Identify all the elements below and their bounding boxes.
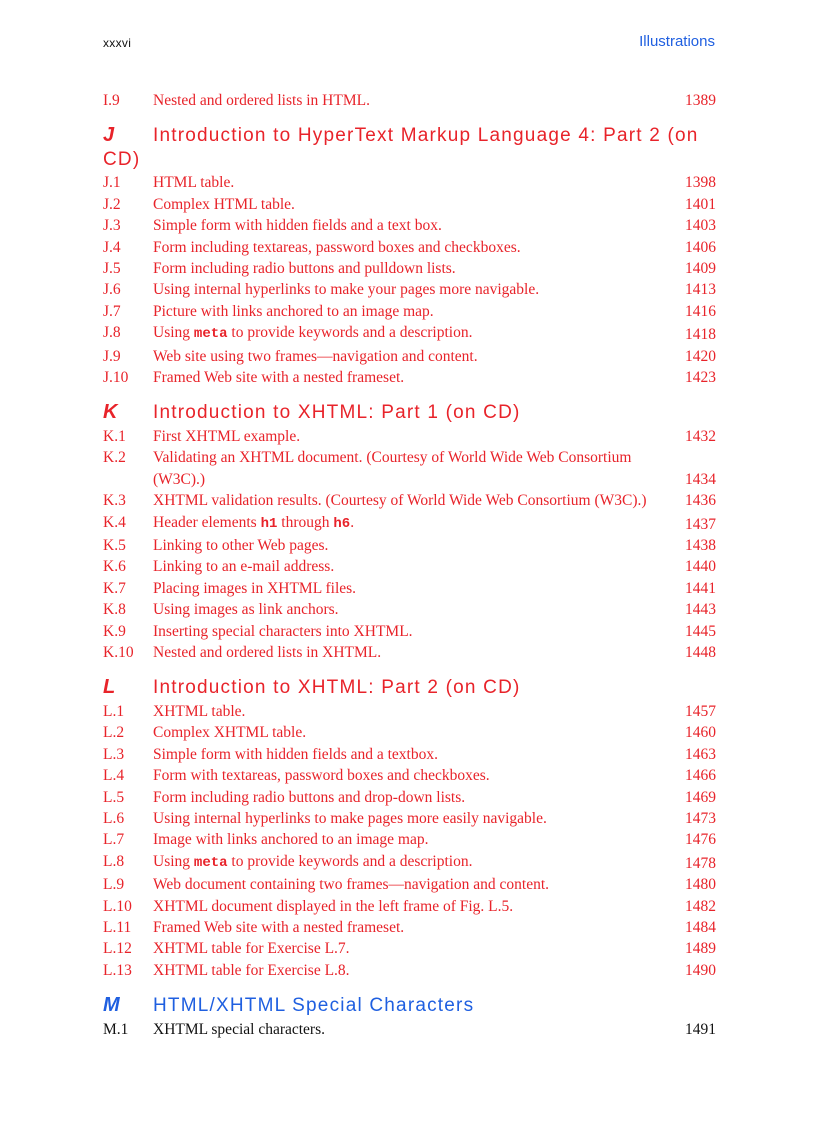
figure-number: J.6 bbox=[103, 281, 121, 299]
page-ref: 1406 bbox=[685, 238, 716, 256]
section-letter: L bbox=[103, 676, 116, 699]
figure-caption: Simple form with hidden fields and a text box. bbox=[153, 217, 442, 235]
caption-text: Header elements bbox=[153, 513, 261, 531]
list-item bbox=[103, 322, 716, 345]
figure-number: L.1 bbox=[103, 702, 125, 720]
page-ref: 1480 bbox=[685, 876, 716, 894]
list-item bbox=[103, 426, 716, 447]
section-letter: M bbox=[103, 994, 120, 1017]
list-item bbox=[103, 621, 716, 642]
figure-caption: Framed Web site with a nested frameset. bbox=[153, 919, 405, 936]
list-item bbox=[103, 701, 716, 722]
list-item bbox=[103, 556, 716, 577]
figure-number: K.2 bbox=[103, 449, 126, 467]
section-letter: K bbox=[103, 401, 118, 424]
figure-caption: Inserting special characters into XHTML. bbox=[153, 622, 413, 640]
caption-text: to provide keywords and a description. bbox=[227, 852, 473, 870]
figure-caption: Complex XHTML table. bbox=[153, 724, 307, 742]
list-item bbox=[103, 194, 716, 215]
figure-caption: XHTML special characters. bbox=[153, 1020, 325, 1038]
list-item bbox=[103, 258, 716, 279]
list-item bbox=[103, 1019, 716, 1040]
figure-number: L.7 bbox=[103, 831, 125, 849]
page-ref: 1418 bbox=[685, 326, 716, 344]
figure-caption bbox=[153, 512, 656, 535]
figure-caption: Form including radio buttons and pulldown lists. bbox=[153, 260, 456, 278]
list-item bbox=[103, 279, 716, 300]
page-ref: 1490 bbox=[685, 961, 716, 979]
figure-number: J.8 bbox=[103, 324, 121, 342]
figure-number: L.4 bbox=[103, 767, 125, 785]
list-item bbox=[103, 599, 716, 620]
figure-number: I.9 bbox=[103, 92, 120, 109]
figure-number: J.7 bbox=[103, 302, 121, 320]
list-item bbox=[103, 874, 716, 895]
list-item bbox=[103, 90, 716, 111]
page-ref: 1473 bbox=[685, 809, 716, 827]
running-title: Illustrations bbox=[639, 33, 715, 50]
page-ref: 1460 bbox=[685, 724, 716, 742]
figure-caption bbox=[153, 851, 656, 874]
figure-caption: Form including radio buttons and drop-down lists. bbox=[153, 788, 466, 806]
figure-number: K.4 bbox=[103, 513, 126, 531]
figure-caption: XHTML table for Exercise L.7. bbox=[153, 940, 350, 958]
list-item bbox=[103, 938, 716, 959]
figure-caption: First XHTML example. bbox=[153, 427, 301, 445]
figure-caption: Web site using two frames—navigation and content. bbox=[153, 347, 478, 365]
list-item bbox=[103, 808, 716, 829]
page-ref: 1443 bbox=[685, 601, 716, 619]
figure-caption: XHTML document displayed in the left frame of Fig. L.5. bbox=[153, 897, 514, 915]
figure-caption: Form with textareas, password boxes and checkboxes. bbox=[153, 767, 490, 785]
figure-caption: Placing images in XHTML files. bbox=[153, 579, 357, 597]
figure-number: M.1 bbox=[103, 1020, 129, 1038]
list-item bbox=[103, 787, 716, 808]
list-item bbox=[103, 765, 716, 786]
page-ref: 1437 bbox=[685, 515, 716, 533]
section-title: Introduction to HyperText Markup Language 4: Part 2 (on CD) bbox=[103, 125, 699, 170]
section-heading-k bbox=[103, 401, 716, 425]
figure-caption: Using internal hyperlinks to make your pages more navigable. bbox=[153, 281, 540, 299]
list-item bbox=[103, 346, 716, 367]
figure-number: J.4 bbox=[103, 238, 121, 256]
page-ref: 1469 bbox=[685, 788, 716, 806]
figure-number: J.2 bbox=[103, 195, 121, 213]
figure-caption: Image with links anchored to an image map. bbox=[153, 831, 429, 849]
page-ref: 1423 bbox=[685, 369, 716, 387]
page-ref: 1416 bbox=[685, 302, 716, 320]
list-item bbox=[103, 512, 716, 535]
list-item bbox=[103, 917, 716, 938]
page-number: xxxvi bbox=[103, 36, 132, 50]
page-ref: 1482 bbox=[685, 897, 716, 915]
figure-number: J.9 bbox=[103, 347, 121, 365]
figure-number: L.8 bbox=[103, 852, 125, 870]
figure-caption: Framed Web site with a nested frameset. bbox=[153, 369, 405, 387]
page-ref: 1389 bbox=[685, 92, 716, 109]
page-ref: 1434 bbox=[685, 470, 716, 488]
page-ref: 1445 bbox=[685, 622, 716, 640]
page-ref: 1398 bbox=[685, 174, 716, 192]
figure-caption: Nested and ordered lists in HTML. bbox=[153, 92, 370, 109]
section-title: Introduction to XHTML: Part 2 (on CD) bbox=[153, 677, 521, 699]
list-item bbox=[103, 172, 716, 193]
figure-caption: XHTML table. bbox=[153, 702, 246, 720]
figure-caption: Picture with links anchored to an image map. bbox=[153, 302, 434, 320]
figure-caption: Linking to an e-mail address. bbox=[153, 558, 335, 576]
list-item bbox=[103, 301, 716, 322]
section-heading-l bbox=[103, 676, 716, 700]
figure-caption: Linking to other Web pages. bbox=[153, 537, 329, 554]
list-item bbox=[103, 642, 716, 663]
figure-caption: Complex HTML table. bbox=[153, 195, 295, 213]
section-heading-j bbox=[103, 124, 716, 171]
page-ref: 1440 bbox=[685, 558, 716, 576]
list-item bbox=[103, 447, 716, 490]
figure-number: K.5 bbox=[103, 537, 126, 554]
figure-number: L.13 bbox=[103, 961, 132, 979]
list-item bbox=[103, 490, 716, 511]
figure-caption: XHTML validation results. (Courtesy of World Wide Web Consortium (W3C).) bbox=[153, 492, 647, 510]
list-item bbox=[103, 215, 716, 236]
figure-number: K.10 bbox=[103, 644, 134, 662]
page-ref: 1401 bbox=[685, 195, 716, 213]
figure-caption: Nested and ordered lists in XHTML. bbox=[153, 644, 382, 662]
figure-number: K.9 bbox=[103, 622, 126, 640]
figure-caption: Simple form with hidden fields and a textbox. bbox=[153, 745, 438, 763]
code-keyword: h6 bbox=[333, 515, 351, 532]
figure-number: J.10 bbox=[103, 369, 129, 387]
page-ref: 1489 bbox=[685, 940, 716, 958]
figure-caption: Web document containing two frames—navigation and content. bbox=[153, 876, 550, 894]
caption-text: Using bbox=[153, 852, 194, 870]
page-ref: 1436 bbox=[685, 492, 716, 510]
caption-text: Using bbox=[153, 324, 194, 342]
figure-number: L.2 bbox=[103, 724, 125, 742]
figure-number: K.8 bbox=[103, 601, 126, 619]
section-title: Introduction to XHTML: Part 1 (on CD) bbox=[153, 402, 521, 424]
page-ref: 1463 bbox=[685, 745, 716, 763]
figure-number: J.5 bbox=[103, 260, 121, 278]
list-item bbox=[103, 535, 716, 556]
figure-number: J.3 bbox=[103, 217, 121, 235]
page-ref: 1457 bbox=[685, 702, 716, 720]
list-item bbox=[103, 851, 716, 874]
figure-number: K.7 bbox=[103, 579, 126, 597]
page-ref: 1466 bbox=[685, 767, 716, 785]
figure-number: K.3 bbox=[103, 492, 126, 510]
list-item bbox=[103, 829, 716, 850]
figure-number: L.9 bbox=[103, 876, 125, 894]
figure-number: L.10 bbox=[103, 897, 132, 915]
list-item bbox=[103, 896, 716, 917]
figure-caption: HTML table. bbox=[153, 174, 235, 192]
figure-caption bbox=[153, 322, 656, 345]
page-ref: 1476 bbox=[685, 831, 716, 849]
figure-caption: Using internal hyperlinks to make pages more easily navigable. bbox=[153, 809, 547, 827]
page-ref: 1491 bbox=[685, 1020, 716, 1038]
page-ref: 1409 bbox=[685, 260, 716, 278]
page-ref: 1413 bbox=[685, 281, 716, 299]
page-ref: 1438 bbox=[685, 537, 716, 554]
list-item bbox=[103, 367, 716, 388]
section-letter: J bbox=[103, 124, 115, 147]
figure-caption: Using images as link anchors. bbox=[153, 601, 339, 619]
figure-number: J.1 bbox=[103, 174, 121, 192]
caption-text: . bbox=[350, 513, 355, 531]
list-item bbox=[103, 744, 716, 765]
list-item bbox=[103, 578, 716, 599]
list-item bbox=[103, 960, 716, 981]
page-ref: 1432 bbox=[685, 427, 716, 445]
list-item bbox=[103, 237, 716, 258]
page-ref: 1420 bbox=[685, 347, 716, 365]
figure-caption: Validating an XHTML document. (Courtesy of World Wide Web Consortium (W3C).) bbox=[153, 449, 632, 488]
figure-number: L.5 bbox=[103, 788, 125, 806]
figure-number: L.11 bbox=[103, 919, 132, 936]
figure-number: K.6 bbox=[103, 558, 126, 576]
figure-number: L.6 bbox=[103, 809, 125, 827]
section-heading-m bbox=[103, 994, 716, 1018]
list-item bbox=[103, 722, 716, 743]
figure-caption: Form including textareas, password boxes and checkboxes. bbox=[153, 238, 521, 256]
figure-number: K.1 bbox=[103, 427, 126, 445]
code-keyword: h1 bbox=[260, 515, 278, 532]
section-title: HTML/XHTML Special Characters bbox=[153, 995, 475, 1017]
code-keyword: meta bbox=[193, 326, 228, 343]
page-ref: 1403 bbox=[685, 217, 716, 235]
page-ref: 1484 bbox=[685, 919, 716, 936]
code-keyword: meta bbox=[193, 854, 228, 871]
figure-caption: XHTML table for Exercise L.8. bbox=[153, 961, 350, 979]
figure-number: L.12 bbox=[103, 940, 132, 958]
page-ref: 1441 bbox=[685, 579, 716, 597]
caption-text: to provide keywords and a description. bbox=[227, 324, 473, 342]
page-ref: 1478 bbox=[685, 854, 716, 872]
illustrations-list bbox=[103, 90, 716, 1040]
figure-number: L.3 bbox=[103, 745, 125, 763]
caption-text: through bbox=[277, 513, 334, 531]
page-ref: 1448 bbox=[685, 644, 716, 662]
